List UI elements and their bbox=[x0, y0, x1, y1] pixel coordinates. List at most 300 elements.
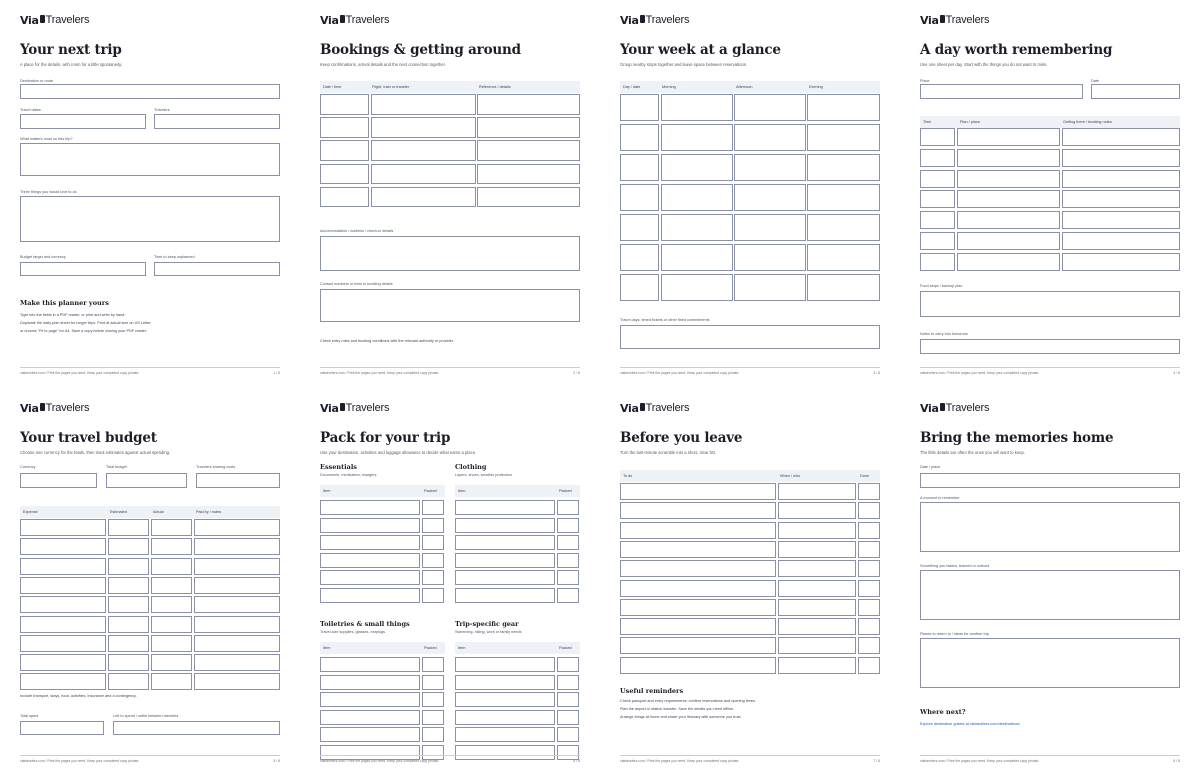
booking-cell[interactable] bbox=[371, 187, 476, 208]
week-cell[interactable] bbox=[807, 244, 880, 271]
expense-cell[interactable] bbox=[151, 673, 192, 690]
todo-cell[interactable] bbox=[858, 618, 880, 635]
page-number: 4 / 8 bbox=[1173, 371, 1180, 375]
day-cell[interactable] bbox=[1062, 232, 1180, 250]
week-cell[interactable] bbox=[620, 124, 659, 151]
todo-cell[interactable] bbox=[620, 580, 776, 597]
todo-cell[interactable] bbox=[778, 599, 856, 616]
booking-cell[interactable] bbox=[320, 187, 369, 208]
week-cell[interactable] bbox=[661, 214, 733, 241]
table-header: Expense Estimated Actual Paid by / notes bbox=[20, 506, 280, 518]
expense-cell[interactable] bbox=[151, 616, 192, 633]
day-cell[interactable] bbox=[1062, 128, 1180, 146]
three-things-label: Three things you would love to do bbox=[20, 190, 77, 194]
week-cell[interactable] bbox=[620, 94, 659, 121]
page-title: Your week at a glance bbox=[620, 42, 781, 58]
expense-cell[interactable] bbox=[20, 558, 106, 575]
expense-cell[interactable] bbox=[151, 558, 192, 575]
week-cell[interactable] bbox=[734, 244, 806, 271]
unplanned-field[interactable] bbox=[154, 262, 280, 276]
todo-cell[interactable] bbox=[858, 637, 880, 654]
dates-label: Travel dates bbox=[20, 108, 41, 112]
expense-cell[interactable] bbox=[108, 577, 149, 594]
table-header: To do When / who Done bbox=[620, 470, 880, 482]
make-yours-line: Type into the fields in a PDF reader, or print and write by hand. bbox=[20, 313, 126, 317]
group-subtitle: Layers, shoes, weather protection bbox=[455, 473, 512, 477]
week-cell[interactable] bbox=[620, 214, 659, 241]
include-note: Include transport, stays, food, activities, insurance and a contingency. bbox=[20, 694, 137, 698]
moment-field[interactable] bbox=[920, 502, 1180, 552]
todo-cell[interactable] bbox=[620, 560, 776, 577]
group-title: Clothing bbox=[455, 463, 487, 471]
pack-item-cell[interactable] bbox=[455, 518, 555, 533]
fixed-label: Travel days, timed tickets or other fixed commitments bbox=[620, 318, 710, 322]
travelers-field[interactable] bbox=[154, 114, 280, 129]
todo-cell[interactable] bbox=[620, 618, 776, 635]
packed-checkbox[interactable] bbox=[557, 657, 579, 672]
expense-cell[interactable] bbox=[194, 558, 280, 575]
packed-checkbox[interactable] bbox=[422, 727, 444, 742]
packed-checkbox[interactable] bbox=[557, 588, 579, 603]
pack-item-cell[interactable] bbox=[455, 727, 555, 742]
left-field[interactable] bbox=[113, 721, 280, 735]
booking-cell[interactable] bbox=[477, 187, 580, 208]
page-number: 1 / 8 bbox=[273, 371, 280, 375]
booking-cell[interactable] bbox=[477, 164, 580, 185]
week-cell[interactable] bbox=[807, 274, 880, 301]
luggage-icon bbox=[940, 403, 945, 411]
pack-item-cell[interactable] bbox=[320, 518, 420, 533]
brand-logo: Via Travelers bbox=[920, 13, 990, 27]
luggage-icon bbox=[640, 15, 645, 23]
page-title: A day worth remembering bbox=[920, 42, 1113, 58]
pack-item-cell[interactable] bbox=[320, 657, 420, 672]
dates-field[interactable] bbox=[20, 114, 146, 129]
page-footer: viatravelers.com / Print the pages you need. Keep your completed copy private. 7 / 8 bbox=[620, 755, 880, 763]
luggage-icon bbox=[40, 15, 45, 23]
brand-logo: Via Travelers bbox=[20, 13, 90, 27]
day-cell[interactable] bbox=[920, 253, 955, 271]
brand-logo: Via Travelers bbox=[920, 401, 990, 415]
page-number: 3 / 8 bbox=[873, 371, 880, 375]
week-cell[interactable] bbox=[661, 274, 733, 301]
page-memories bbox=[900, 388, 1200, 776]
pack-item-cell[interactable] bbox=[455, 675, 555, 690]
expense-cell[interactable] bbox=[108, 519, 149, 536]
packed-checkbox[interactable] bbox=[422, 535, 444, 550]
todo-cell[interactable] bbox=[858, 541, 880, 558]
day-cell[interactable] bbox=[957, 232, 1060, 250]
todo-cell[interactable] bbox=[778, 637, 856, 654]
todo-cell[interactable] bbox=[858, 560, 880, 577]
make-yours-heading: Make this planner yours bbox=[20, 299, 109, 307]
expense-cell[interactable] bbox=[20, 673, 106, 690]
table-header: Day / date Morning Afternoon Evening bbox=[620, 81, 880, 93]
day-cell[interactable] bbox=[920, 170, 955, 188]
day-cell[interactable] bbox=[920, 128, 955, 146]
pack-item-cell[interactable] bbox=[320, 675, 420, 690]
page-subtitle: A place for the details, with room for a little spontaneity. bbox=[20, 62, 123, 67]
place-label: Place bbox=[920, 79, 930, 83]
pack-item-cell[interactable] bbox=[320, 588, 420, 603]
pack-item-cell[interactable] bbox=[320, 570, 420, 585]
expense-cell[interactable] bbox=[194, 577, 280, 594]
sharing-label: Travelers sharing costs bbox=[196, 465, 236, 469]
notes-label: Notes to carry into tomorrow bbox=[920, 332, 968, 336]
todo-cell[interactable] bbox=[778, 541, 856, 558]
page-subtitle: Turn the last-minute scramble into a short, clear list. bbox=[620, 450, 716, 455]
todo-cell[interactable] bbox=[778, 522, 856, 539]
where-next-heading: Where next? bbox=[920, 708, 966, 716]
pack-item-cell[interactable] bbox=[320, 727, 420, 742]
day-cell[interactable] bbox=[920, 149, 955, 167]
date-field[interactable] bbox=[1091, 84, 1180, 99]
page-footer: viatravelers.com / Print the pages you need. Keep your completed copy private. 6 / 8 bbox=[320, 755, 580, 763]
todo-cell[interactable] bbox=[858, 599, 880, 616]
page-subtitle: Keep confirmations, arrival details and the next connection together. bbox=[320, 62, 446, 67]
packed-checkbox[interactable] bbox=[422, 657, 444, 672]
packed-checkbox[interactable] bbox=[422, 570, 444, 585]
left-label: Left to spend / settle between travelers bbox=[113, 714, 179, 718]
expense-cell[interactable] bbox=[194, 673, 280, 690]
packed-checkbox[interactable] bbox=[422, 692, 444, 707]
reminder-line: Arrange things at home and share your itinerary with someone you trust. bbox=[620, 715, 742, 719]
booking-cell[interactable] bbox=[371, 164, 476, 185]
page-title: Your next trip bbox=[20, 42, 122, 58]
week-cell[interactable] bbox=[807, 94, 880, 121]
week-cell[interactable] bbox=[807, 154, 880, 181]
todo-cell[interactable] bbox=[778, 483, 856, 500]
page-subtitle: Group nearby stops together and leave space between reservations. bbox=[620, 62, 748, 67]
week-cell[interactable] bbox=[620, 154, 659, 181]
group-title: Toiletries & small things bbox=[320, 620, 410, 628]
page-footer: viatravelers.com / Print the pages you need. Keep your completed copy private. 2 / 8 bbox=[320, 367, 580, 375]
week-cell[interactable] bbox=[734, 154, 806, 181]
luggage-icon bbox=[640, 403, 645, 411]
expense-cell[interactable] bbox=[151, 538, 192, 555]
page-footer: viatravelers.com / Print the pages you need. Keep your completed copy private. 8 / 8 bbox=[920, 755, 1180, 763]
make-yours-line: or choose "Fit to page" for A4. Save a copy before closing your PDF reader. bbox=[20, 329, 148, 333]
week-cell[interactable] bbox=[620, 184, 659, 211]
day-cell[interactable] bbox=[1062, 149, 1180, 167]
todo-cell[interactable] bbox=[858, 657, 880, 674]
day-cell[interactable] bbox=[920, 232, 955, 250]
fixed-field[interactable] bbox=[620, 325, 880, 349]
contact-label: Contact numbers or links to booking details bbox=[320, 282, 393, 286]
table-header: Item Packed bbox=[455, 485, 580, 497]
todo-cell[interactable] bbox=[858, 522, 880, 539]
week-cell[interactable] bbox=[734, 184, 806, 211]
booking-cell[interactable] bbox=[371, 117, 476, 138]
expense-cell[interactable] bbox=[20, 654, 106, 671]
page-number: 2 / 8 bbox=[573, 371, 580, 375]
pack-item-cell[interactable] bbox=[455, 657, 555, 672]
todo-cell[interactable] bbox=[620, 502, 776, 519]
spent-field[interactable] bbox=[20, 721, 104, 735]
packed-checkbox[interactable] bbox=[422, 518, 444, 533]
currency-field[interactable] bbox=[20, 473, 97, 488]
accommodation-field[interactable] bbox=[320, 236, 580, 271]
expense-cell[interactable] bbox=[108, 538, 149, 555]
food-field[interactable] bbox=[920, 291, 1180, 317]
brand-logo: Via Travelers bbox=[320, 13, 390, 27]
todo-cell[interactable] bbox=[778, 657, 856, 674]
week-cell[interactable] bbox=[734, 94, 806, 121]
destination-label: Destination or route bbox=[20, 79, 54, 83]
pack-item-cell[interactable] bbox=[455, 535, 555, 550]
pack-item-cell[interactable] bbox=[320, 500, 420, 515]
page-week bbox=[600, 0, 900, 388]
expense-cell[interactable] bbox=[194, 654, 280, 671]
booking-cell[interactable] bbox=[371, 140, 476, 161]
tasted-field[interactable] bbox=[920, 570, 1180, 620]
booking-cell[interactable] bbox=[371, 94, 476, 115]
date-label: Date bbox=[1091, 79, 1100, 83]
todo-cell[interactable] bbox=[620, 599, 776, 616]
spent-label: Total spent bbox=[20, 714, 39, 718]
todo-cell[interactable] bbox=[620, 483, 776, 500]
day-cell[interactable] bbox=[957, 128, 1060, 146]
booking-cell[interactable] bbox=[477, 140, 580, 161]
three-things-field[interactable] bbox=[20, 196, 280, 242]
todo-cell[interactable] bbox=[778, 502, 856, 519]
packed-checkbox[interactable] bbox=[557, 675, 579, 690]
matters-field[interactable] bbox=[20, 143, 280, 176]
reminder-line: Check passport and entry requirements; confirm reservations and opening times. bbox=[620, 699, 756, 703]
expense-cell[interactable] bbox=[20, 596, 106, 613]
luggage-icon bbox=[340, 15, 345, 23]
page-number: 8 / 8 bbox=[1173, 759, 1180, 763]
booking-cell[interactable] bbox=[477, 94, 580, 115]
expense-cell[interactable] bbox=[20, 616, 106, 633]
entry-note: Check entry rules and booking conditions with the relevant authority or provider. bbox=[320, 339, 454, 343]
expense-cell[interactable] bbox=[20, 635, 106, 652]
contact-field[interactable] bbox=[320, 289, 580, 322]
pack-item-cell[interactable] bbox=[320, 553, 420, 568]
page-pack bbox=[300, 388, 600, 776]
expense-cell[interactable] bbox=[151, 577, 192, 594]
page-next-trip bbox=[0, 0, 300, 388]
week-cell[interactable] bbox=[807, 184, 880, 211]
expense-cell[interactable] bbox=[108, 635, 149, 652]
budget-field[interactable] bbox=[20, 262, 146, 276]
expense-cell[interactable] bbox=[108, 654, 149, 671]
week-cell[interactable] bbox=[807, 214, 880, 241]
day-cell[interactable] bbox=[957, 170, 1060, 188]
todo-cell[interactable] bbox=[778, 580, 856, 597]
page-bookings bbox=[300, 0, 600, 388]
expense-cell[interactable] bbox=[151, 596, 192, 613]
luggage-icon bbox=[340, 403, 345, 411]
packed-checkbox[interactable] bbox=[557, 535, 579, 550]
notes-field[interactable] bbox=[920, 339, 1180, 354]
destinations-link[interactable]: Explore destination guides at viatravelers.com/destinations/ bbox=[920, 722, 1020, 726]
week-cell[interactable] bbox=[620, 274, 659, 301]
food-label: Food stops / backup plan bbox=[920, 284, 963, 288]
group-subtitle: Travel-size supplies, glasses, earplugs bbox=[320, 630, 386, 634]
page-before-leave bbox=[600, 388, 900, 776]
todo-cell[interactable] bbox=[620, 522, 776, 539]
page-number: 5 / 8 bbox=[273, 759, 280, 763]
total-budget-field[interactable] bbox=[106, 473, 187, 488]
expense-cell[interactable] bbox=[151, 654, 192, 671]
brand-logo: Via Travelers bbox=[20, 401, 90, 415]
tasted-label: Something you tasted, learned or noticed bbox=[920, 564, 990, 568]
reminders-heading: Useful reminders bbox=[620, 687, 684, 695]
week-cell[interactable] bbox=[620, 244, 659, 271]
page-subtitle: Choose one currency for the totals, then track estimates against actual spending. bbox=[20, 450, 171, 455]
luggage-icon bbox=[40, 403, 45, 411]
date-place-field[interactable] bbox=[920, 473, 1180, 488]
todo-cell[interactable] bbox=[858, 502, 880, 519]
packed-checkbox[interactable] bbox=[422, 553, 444, 568]
packed-checkbox[interactable] bbox=[557, 518, 579, 533]
day-cell[interactable] bbox=[1062, 190, 1180, 208]
todo-cell[interactable] bbox=[620, 657, 776, 674]
day-cell[interactable] bbox=[957, 190, 1060, 208]
expense-cell[interactable] bbox=[20, 538, 106, 555]
pack-item-cell[interactable] bbox=[320, 692, 420, 707]
packed-checkbox[interactable] bbox=[422, 675, 444, 690]
brand-logo: Via Travelers bbox=[620, 401, 690, 415]
pack-item-cell[interactable] bbox=[455, 570, 555, 585]
pack-item-cell[interactable] bbox=[455, 692, 555, 707]
todo-cell[interactable] bbox=[778, 618, 856, 635]
brand-logo: Via Travelers bbox=[320, 401, 390, 415]
expense-cell[interactable] bbox=[194, 538, 280, 555]
day-cell[interactable] bbox=[957, 211, 1060, 229]
packed-checkbox[interactable] bbox=[422, 710, 444, 725]
table-header: Time Plan / place Getting there / booking notes bbox=[920, 116, 1180, 128]
group-title: Essentials bbox=[320, 463, 357, 471]
todo-cell[interactable] bbox=[858, 483, 880, 500]
page-budget bbox=[0, 388, 300, 776]
table-header: Item Packed bbox=[455, 642, 580, 654]
total-budget-label: Total budget bbox=[106, 465, 127, 469]
pack-item-cell[interactable] bbox=[455, 710, 555, 725]
page-footer: viatravelers.com / Print the pages you need. Keep your completed copy private. 4 / 8 bbox=[920, 367, 1180, 375]
week-cell[interactable] bbox=[734, 274, 806, 301]
table-header: Item Packed bbox=[320, 485, 445, 497]
todo-cell[interactable] bbox=[620, 637, 776, 654]
booking-cell[interactable] bbox=[320, 117, 369, 138]
packed-checkbox[interactable] bbox=[422, 588, 444, 603]
day-cell[interactable] bbox=[957, 253, 1060, 271]
pack-item-cell[interactable] bbox=[455, 500, 555, 515]
day-cell[interactable] bbox=[920, 211, 955, 229]
week-cell[interactable] bbox=[734, 214, 806, 241]
day-cell[interactable] bbox=[1062, 170, 1180, 188]
currency-label: Currency bbox=[20, 465, 36, 469]
make-yours-line: Duplicate the daily-plan sheet for longer trips. Print at actual size on US Letter, bbox=[20, 321, 152, 325]
week-cell[interactable] bbox=[661, 94, 733, 121]
return-field[interactable] bbox=[920, 638, 1180, 688]
expense-cell[interactable] bbox=[20, 577, 106, 594]
booking-cell[interactable] bbox=[320, 164, 369, 185]
page-title: Bring the memories home bbox=[920, 430, 1114, 446]
day-cell[interactable] bbox=[920, 190, 955, 208]
packed-checkbox[interactable] bbox=[557, 500, 579, 515]
group-subtitle: Swimming, hiking, work or family needs bbox=[455, 630, 522, 634]
week-cell[interactable] bbox=[661, 184, 733, 211]
todo-cell[interactable] bbox=[858, 580, 880, 597]
destination-field[interactable] bbox=[20, 84, 280, 99]
page-subtitle: Use your destination, activities and luggage allowance to decide what earns a place. bbox=[320, 450, 477, 455]
packed-checkbox[interactable] bbox=[557, 570, 579, 585]
table-header: Item Packed bbox=[320, 642, 445, 654]
expense-cell[interactable] bbox=[108, 616, 149, 633]
week-cell[interactable] bbox=[734, 124, 806, 151]
page-day bbox=[900, 0, 1200, 388]
expense-cell[interactable] bbox=[108, 596, 149, 613]
week-cell[interactable] bbox=[807, 124, 880, 151]
brand-logo: Via Travelers bbox=[620, 13, 690, 27]
matters-label: What matters most on this trip? bbox=[20, 137, 73, 141]
group-title: Trip-specific gear bbox=[455, 620, 519, 628]
page-number: 7 / 8 bbox=[873, 759, 880, 763]
day-cell[interactable] bbox=[1062, 253, 1180, 271]
pack-item-cell[interactable] bbox=[320, 710, 420, 725]
page-subtitle: Use one sheet per day. Start with the things you do not want to miss. bbox=[920, 62, 1048, 67]
travelers-label: Travelers bbox=[154, 108, 170, 112]
expense-cell[interactable] bbox=[194, 596, 280, 613]
page-number: 6 / 8 bbox=[573, 759, 580, 763]
packed-checkbox[interactable] bbox=[557, 710, 579, 725]
expense-cell[interactable] bbox=[151, 635, 192, 652]
packed-checkbox[interactable] bbox=[422, 500, 444, 515]
todo-cell[interactable] bbox=[620, 541, 776, 558]
budget-label: Budget target and currency bbox=[20, 255, 66, 259]
pack-item-cell[interactable] bbox=[455, 553, 555, 568]
sharing-field[interactable] bbox=[196, 473, 280, 488]
todo-cell[interactable] bbox=[778, 560, 856, 577]
page-title: Your travel budget bbox=[20, 430, 157, 446]
expense-cell[interactable] bbox=[194, 635, 280, 652]
packed-checkbox[interactable] bbox=[557, 553, 579, 568]
pack-item-cell[interactable] bbox=[320, 535, 420, 550]
expense-cell[interactable] bbox=[20, 519, 106, 536]
week-cell[interactable] bbox=[661, 154, 733, 181]
day-cell[interactable] bbox=[1062, 211, 1180, 229]
booking-cell[interactable] bbox=[320, 94, 369, 115]
group-subtitle: Documents, medication, chargers bbox=[320, 473, 377, 477]
page-footer: viatravelers.com / Print the pages you need. Keep your completed copy private. 5 / 8 bbox=[20, 755, 280, 763]
booking-cell[interactable] bbox=[477, 117, 580, 138]
packed-checkbox[interactable] bbox=[557, 727, 579, 742]
page-title: Pack for your trip bbox=[320, 430, 451, 446]
expense-cell[interactable] bbox=[194, 616, 280, 633]
page-title: Before you leave bbox=[620, 430, 743, 446]
moment-label: A moment to remember bbox=[920, 496, 960, 500]
week-cell[interactable] bbox=[661, 124, 733, 151]
expense-cell[interactable] bbox=[108, 673, 149, 690]
unplanned-label: Time to keep unplanned bbox=[154, 255, 195, 259]
date-place-label: Date / place bbox=[920, 465, 941, 469]
booking-cell[interactable] bbox=[320, 140, 369, 161]
place-field[interactable] bbox=[920, 84, 1083, 99]
day-cell[interactable] bbox=[957, 149, 1060, 167]
accommodation-label: Accommodation / address / check-in details bbox=[320, 229, 394, 233]
page-footer: viatravelers.com / Print the pages you need. Keep your completed copy private. 1 / 8 bbox=[20, 367, 280, 375]
expense-cell[interactable] bbox=[151, 519, 192, 536]
packed-checkbox[interactable] bbox=[557, 692, 579, 707]
expense-cell[interactable] bbox=[194, 519, 280, 536]
week-cell[interactable] bbox=[661, 244, 733, 271]
expense-cell[interactable] bbox=[108, 558, 149, 575]
table-header: Date / time Flight, train or transfer Reference / details bbox=[320, 81, 580, 93]
pack-item-cell[interactable] bbox=[455, 588, 555, 603]
page-footer: viatravelers.com / Print the pages you need. Keep your completed copy private. 3 / 8 bbox=[620, 367, 880, 375]
